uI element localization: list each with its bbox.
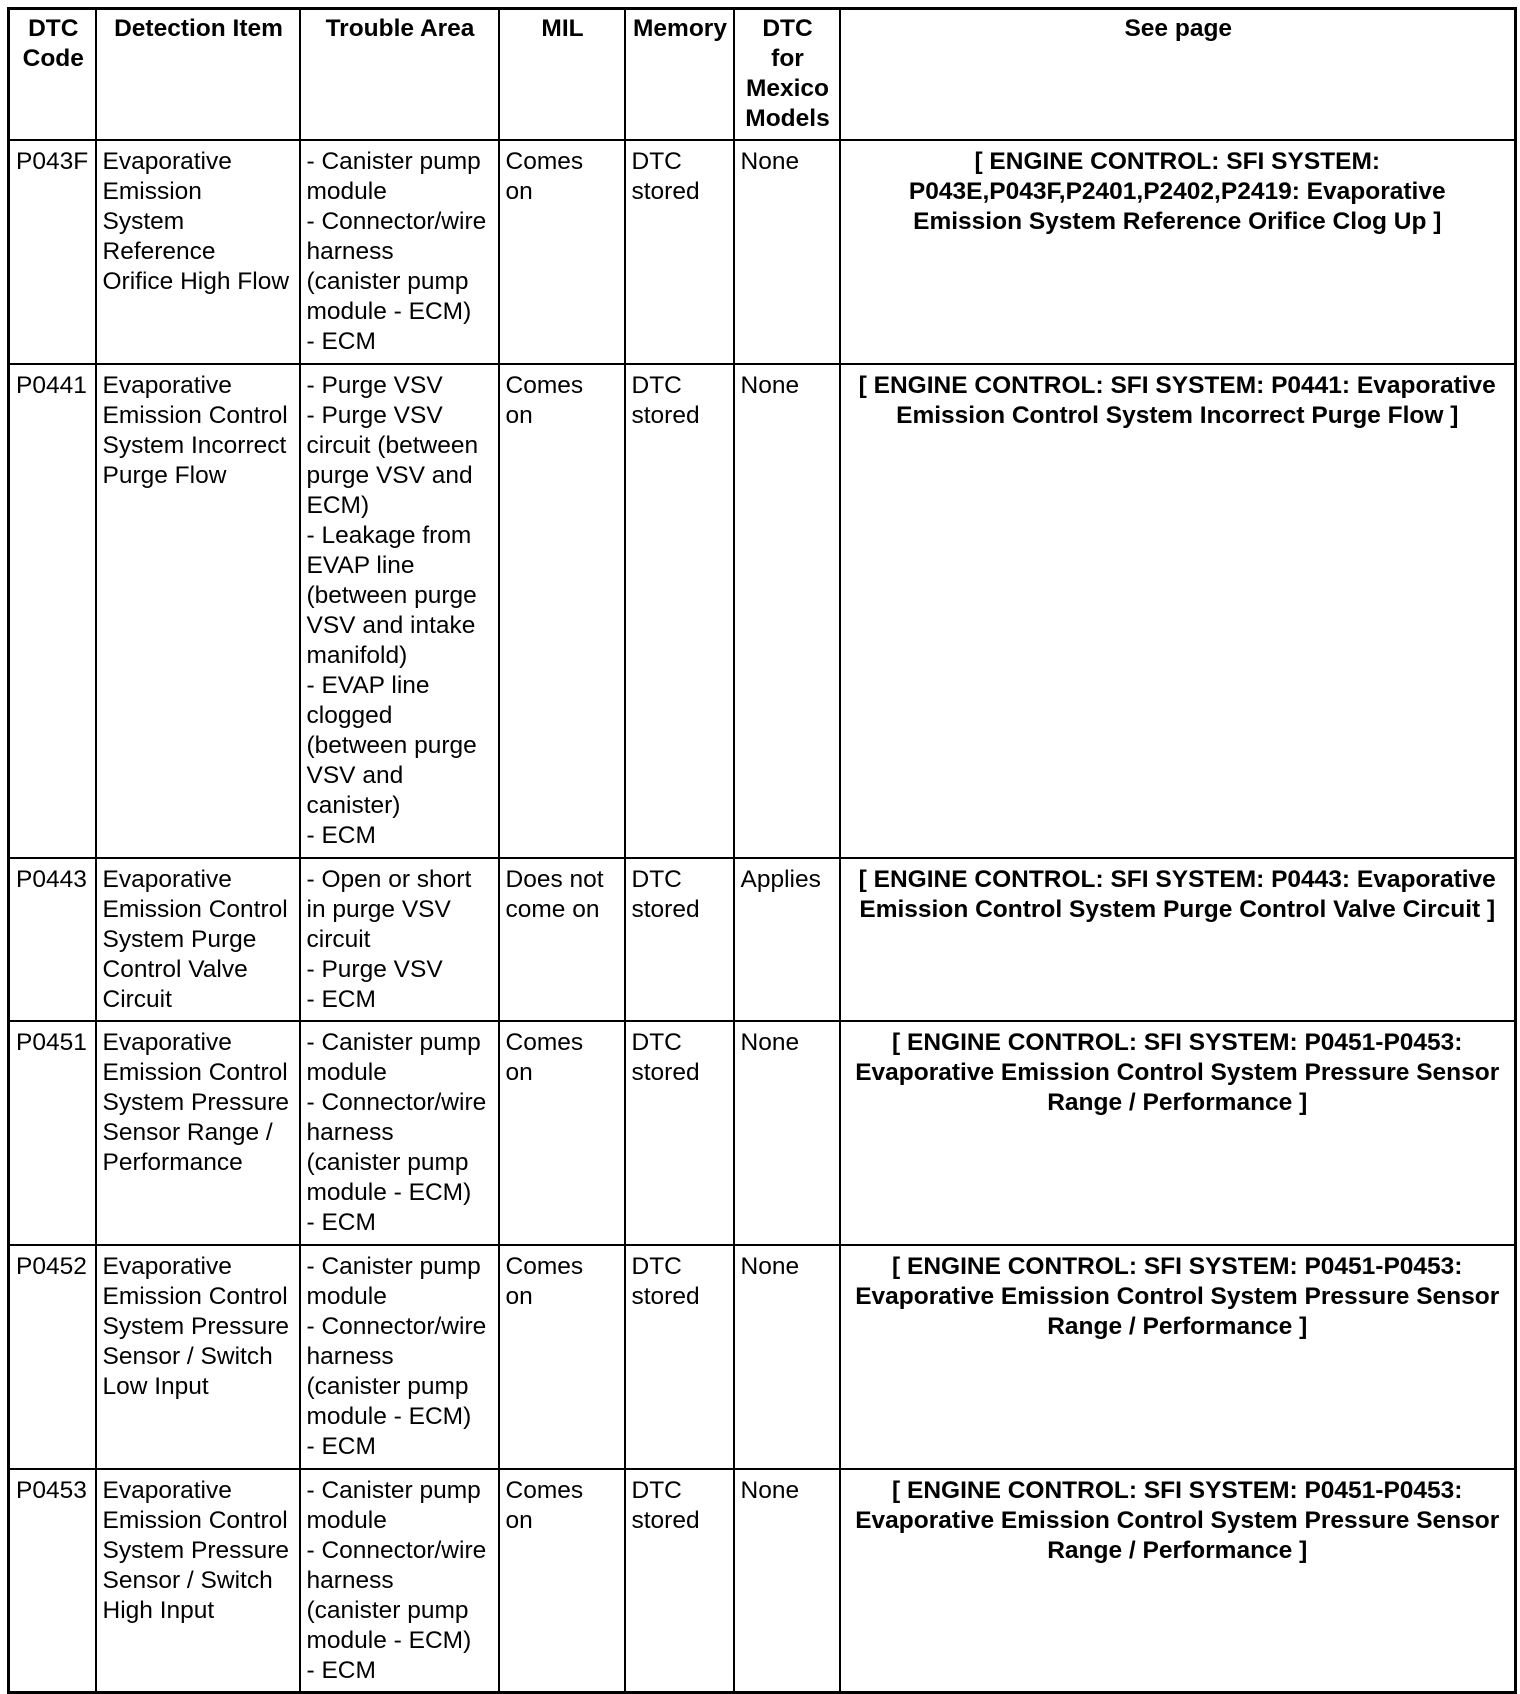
cell-line: Emission Control [102, 896, 288, 923]
cell-line: VSV and [306, 762, 404, 789]
cell-line: System Pressure [102, 1089, 290, 1116]
cell-line: Memory [633, 15, 727, 42]
cell-line: Orifice High Flow [102, 268, 290, 295]
cell-line: Emission Control [102, 402, 288, 429]
header-mil [499, 9, 625, 141]
cell-line: - ECM [306, 822, 376, 849]
cell-line: Emission Control [102, 1283, 288, 1310]
cell-line: System Incorrect [102, 432, 287, 459]
cell-line: - Leakage from [306, 522, 472, 549]
header-dtc-mexico [734, 9, 840, 141]
cell-line: on [505, 1059, 533, 1086]
cell-line: DTC [28, 15, 79, 42]
memory-cell [625, 1469, 734, 1693]
mil-cell [499, 1469, 625, 1693]
cell-line: - Connector/wire [306, 1313, 487, 1340]
cell-line: - Purge VSV [306, 372, 443, 399]
cell-line: Evaporative [102, 372, 232, 399]
cell-line: (between purge [306, 582, 477, 609]
cell-line: Comes [505, 1029, 584, 1056]
mil-cell [499, 140, 625, 364]
table-row [9, 364, 1516, 858]
mil-cell [499, 1245, 625, 1469]
cell-line: Models [745, 105, 830, 132]
cell-line: - Purge VSV [306, 402, 443, 429]
cell-line: DTC [631, 1029, 682, 1056]
mil-cell [499, 858, 625, 1021]
cell-line: Does not [505, 866, 604, 893]
trouble-area-cell [300, 1469, 499, 1693]
cell-line: Emission [102, 178, 202, 205]
cell-line: P043E,P043F,P2401,P2402,P2419: Evaporative [908, 178, 1446, 205]
cell-line: Sensor Range / [102, 1119, 273, 1146]
mexico-cell [734, 858, 840, 1021]
dtc-code-cell: P0443 [9, 858, 96, 1021]
cell-line: (canister pump [306, 268, 469, 295]
cell-line: None [740, 1253, 800, 1280]
detection-item-cell [96, 858, 300, 1021]
cell-line: Evaporative [102, 866, 232, 893]
cell-line: module [306, 1283, 387, 1310]
cell-line: on [505, 178, 533, 205]
cell-line: Performance [102, 1149, 243, 1176]
cell-line: - Canister pump [306, 148, 481, 175]
cell-line: System Pressure [102, 1537, 290, 1564]
cell-line: stored [631, 178, 700, 205]
header-trouble-area [300, 9, 499, 141]
cell-line: Evaporative Emission Control System Pressure Sensor [855, 1507, 1500, 1534]
cell-line: module - ECM) [306, 1179, 472, 1206]
cell-line: - Open or short [306, 866, 472, 893]
trouble-area-cell [300, 1021, 499, 1245]
cell-line: - ECM [306, 986, 376, 1013]
cell-line: harness [306, 238, 394, 265]
cell-line: harness [306, 1567, 394, 1594]
cell-line: Purge Flow [102, 462, 227, 489]
cell-line: ECM) [306, 492, 370, 519]
cell-line: Range / Performance ] [1047, 1089, 1308, 1116]
cell-line: - ECM [306, 1657, 376, 1684]
cell-line: Detection Item [114, 15, 283, 42]
see-page-link[interactable] [840, 364, 1516, 858]
cell-line: Control Valve [102, 956, 248, 983]
cell-line: DTC [631, 1477, 682, 1504]
cell-line: - Connector/wire [306, 208, 487, 235]
dtc-code-cell: P0451 [9, 1021, 96, 1245]
see-page-link[interactable] [840, 1469, 1516, 1693]
trouble-area-cell [300, 364, 499, 858]
cell-line: Mexico [745, 75, 830, 102]
cell-line: DTC [631, 1253, 682, 1280]
memory-cell [625, 1245, 734, 1469]
see-page-link[interactable] [840, 1021, 1516, 1245]
cell-line: manifold) [306, 642, 408, 669]
cell-line: Comes [505, 372, 584, 399]
cell-line: Evaporative Emission Control System Pressure Sensor [855, 1283, 1500, 1310]
cell-line: MIL [541, 15, 584, 42]
cell-line: Evaporative [102, 1029, 232, 1056]
detection-item-cell [96, 1021, 300, 1245]
cell-line: Range / Performance ] [1047, 1537, 1308, 1564]
cell-line: System Pressure [102, 1313, 290, 1340]
cell-line: purge VSV and [306, 462, 473, 489]
header-row [9, 9, 1516, 141]
cell-line: (canister pump [306, 1373, 469, 1400]
header-detection-item [96, 9, 300, 141]
mexico-cell [734, 1021, 840, 1245]
cell-line: stored [631, 896, 700, 923]
cell-line: Comes [505, 1477, 584, 1504]
cell-line: stored [631, 402, 700, 429]
see-page-link[interactable] [840, 858, 1516, 1021]
cell-line: Applies [740, 866, 821, 893]
cell-line: Emission Control System Incorrect Purge Flow ] [896, 402, 1459, 429]
trouble-area-cell [300, 140, 499, 364]
cell-line: Emission System Reference Orifice Clog Up ] [913, 208, 1442, 235]
memory-cell [625, 140, 734, 364]
cell-line: module [306, 1059, 387, 1086]
cell-line: System [102, 208, 185, 235]
mexico-cell [734, 1245, 840, 1469]
header-memory [625, 9, 734, 141]
cell-line: - ECM [306, 1209, 376, 1236]
cell-line: on [505, 1283, 533, 1310]
cell-line: DTC [631, 866, 682, 893]
see-page-link[interactable] [840, 1245, 1516, 1469]
memory-cell [625, 364, 734, 858]
mexico-cell [734, 140, 840, 364]
dtc-code-cell: P0453 [9, 1469, 96, 1693]
cell-line: in purge VSV [306, 896, 451, 923]
cell-line: DTC [762, 15, 813, 42]
cell-line: EVAP line [306, 552, 415, 579]
see-page-link[interactable] [840, 140, 1516, 364]
trouble-area-cell [300, 1245, 499, 1469]
cell-line: Evaporative Emission Control System Pressure Sensor [855, 1059, 1500, 1086]
detection-item-cell [96, 1469, 300, 1693]
cell-line: - EVAP line [306, 672, 430, 699]
cell-line: harness [306, 1343, 394, 1370]
cell-line: None [740, 372, 800, 399]
cell-line: module - ECM) [306, 1627, 472, 1654]
detection-item-cell [96, 364, 300, 858]
mil-cell [499, 364, 625, 858]
table-row [9, 858, 1516, 1021]
cell-line: module - ECM) [306, 1403, 472, 1430]
mil-cell [499, 1021, 625, 1245]
cell-line: [ ENGINE CONTROL: SFI SYSTEM: P0451-P0453: [892, 1477, 1463, 1504]
mexico-cell [734, 1469, 840, 1693]
cell-line: See page [1124, 15, 1233, 42]
cell-line: Emission Control System Purge Control Valve Circuit ] [859, 896, 1496, 923]
cell-line: stored [631, 1059, 700, 1086]
detection-item-cell [96, 140, 300, 364]
cell-line: on [505, 1507, 533, 1534]
header-see-page [840, 9, 1516, 141]
dtc-table [7, 7, 1517, 1694]
table-row [9, 1469, 1516, 1693]
cell-line: Circuit [102, 986, 172, 1013]
cell-line: VSV and intake [306, 612, 476, 639]
cell-line: Range / Performance ] [1047, 1313, 1308, 1340]
cell-line: - Canister pump [306, 1029, 481, 1056]
cell-line: - ECM [306, 328, 376, 355]
detection-item-cell [96, 1245, 300, 1469]
cell-line: - Canister pump [306, 1477, 481, 1504]
memory-cell [625, 858, 734, 1021]
cell-line: Comes [505, 1253, 584, 1280]
cell-line: module [306, 178, 387, 205]
cell-line: - ECM [306, 1433, 376, 1460]
cell-line: on [505, 402, 533, 429]
cell-line: DTC [631, 372, 682, 399]
cell-line: System Purge [102, 926, 257, 953]
cell-line: Evaporative [102, 148, 232, 175]
cell-line: canister) [306, 792, 401, 819]
cell-line: Sensor / Switch [102, 1567, 273, 1594]
cell-line: circuit (between [306, 432, 479, 459]
dtc-code-cell: P043F [9, 140, 96, 364]
cell-line: stored [631, 1507, 700, 1534]
cell-line: Sensor / Switch [102, 1343, 273, 1370]
cell-line: None [740, 1029, 800, 1056]
dtc-code-cell: P0452 [9, 1245, 96, 1469]
cell-line: [ ENGINE CONTROL: SFI SYSTEM: P0441: Evaporative [858, 372, 1496, 399]
cell-line: - Connector/wire [306, 1537, 487, 1564]
cell-line: Code [22, 45, 84, 72]
cell-line: module - ECM) [306, 298, 472, 325]
table-row [9, 1245, 1516, 1469]
table-row [9, 1021, 1516, 1245]
cell-line: None [740, 148, 800, 175]
cell-line: Emission Control [102, 1059, 288, 1086]
header-dtc-code [9, 9, 96, 141]
cell-line: DTC [631, 148, 682, 175]
cell-line: Emission Control [102, 1507, 288, 1534]
cell-line: module [306, 1507, 387, 1534]
cell-line: (canister pump [306, 1149, 469, 1176]
cell-line: (canister pump [306, 1597, 469, 1624]
cell-line: - Purge VSV [306, 956, 443, 983]
cell-line: Comes [505, 148, 584, 175]
trouble-area-cell [300, 858, 499, 1021]
memory-cell [625, 1021, 734, 1245]
cell-line: [ ENGINE CONTROL: SFI SYSTEM: P0451-P0453: [892, 1253, 1463, 1280]
cell-line: Evaporative [102, 1477, 232, 1504]
cell-line: [ ENGINE CONTROL: SFI SYSTEM: P0451-P0453: [892, 1029, 1463, 1056]
mexico-cell [734, 364, 840, 858]
cell-line: for [771, 45, 804, 72]
cell-line: come on [505, 896, 600, 923]
cell-line: Trouble Area [325, 15, 475, 42]
dtc-code-cell: P0441 [9, 364, 96, 858]
cell-line: stored [631, 1283, 700, 1310]
cell-line: - Connector/wire [306, 1089, 487, 1116]
cell-line: High Input [102, 1597, 215, 1624]
cell-line: harness [306, 1119, 394, 1146]
cell-line: [ ENGINE CONTROL: SFI SYSTEM: [974, 148, 1381, 175]
cell-line: Reference [102, 238, 216, 265]
cell-line: - Canister pump [306, 1253, 481, 1280]
cell-line: Low Input [102, 1373, 209, 1400]
cell-line: circuit [306, 926, 371, 953]
cell-line: (between purge [306, 732, 477, 759]
table-row [9, 140, 1516, 364]
cell-line: [ ENGINE CONTROL: SFI SYSTEM: P0443: Evaporative [858, 866, 1496, 893]
cell-line: clogged [306, 702, 393, 729]
cell-line: None [740, 1477, 800, 1504]
cell-line: Evaporative [102, 1253, 232, 1280]
